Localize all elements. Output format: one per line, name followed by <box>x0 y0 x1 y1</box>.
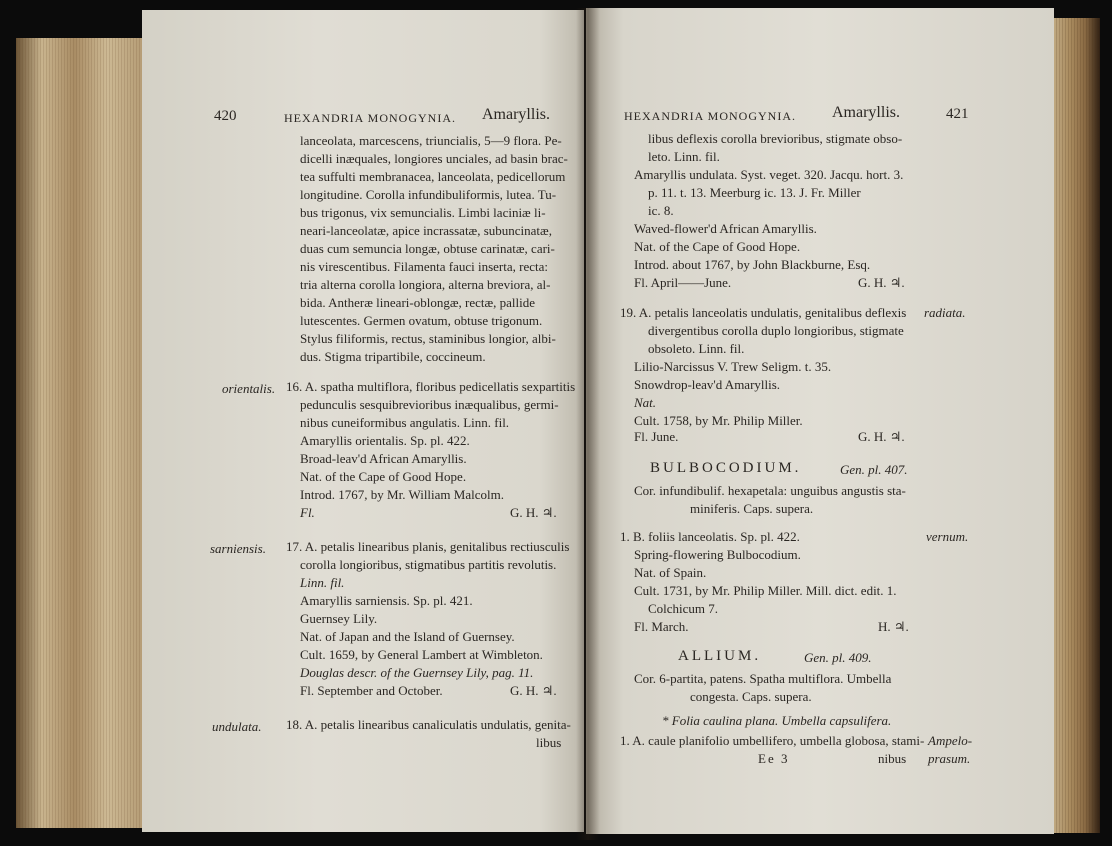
margin-note: undulata. <box>212 719 262 734</box>
text-line: Douglas descr. of the Guernsey Lily, pag. 11. <box>300 665 534 680</box>
text-line: Fl. June. <box>634 429 679 444</box>
entry-line: 18. A. petalis linearibus canaliculatis undulatis, genita- <box>286 717 571 732</box>
habitat-mark: G. H. ♃. <box>510 683 557 698</box>
margin-note: orientalis. <box>222 381 276 396</box>
genus-reference: Gen. pl. 407. <box>840 462 908 477</box>
genus-heading: BULBOCODIUM. <box>650 460 802 476</box>
text-line: nis virescentibus. Filamenta fauci inserta, recta: <box>300 259 548 274</box>
entry-line: 16. A. spatha multiflora, floribus pedicellatis sexpartitis <box>286 379 576 394</box>
text-line: Nat. <box>634 395 657 410</box>
text-line: Nat. of the Cape of Good Hope. <box>634 239 801 254</box>
text-line: Lilio-Narcissus V. Trew Seligm. t. 35. <box>634 359 832 374</box>
text-line: Cor. infundibulif. hexapetala: unguibus angustis sta- <box>634 483 906 498</box>
text-line: tria alterna corolla longiora, alterna breviora, al- <box>300 277 551 292</box>
text-line: Broad-leav'd African Amaryllis. <box>300 451 467 466</box>
margin-note: radiata. <box>924 305 966 320</box>
genus-heading: ALLIUM. <box>678 648 762 664</box>
habitat-mark: G. H. ♃. <box>858 275 905 290</box>
right-page <box>586 8 1054 834</box>
left-page <box>142 10 584 832</box>
margin-note: Ampelo- <box>928 733 973 748</box>
margin-note: sarniensis. <box>210 541 266 556</box>
genus-reference: Gen. pl. 409. <box>804 650 872 665</box>
text-line: Introd. 1767, by Mr. William Malcolm. <box>300 487 504 502</box>
text-line: Nat. of Spain. <box>634 565 707 580</box>
running-genus: Amaryllis. <box>832 104 900 121</box>
page-number: 421 <box>946 106 969 122</box>
text-line: Introd. about 1767, by John Blackburne, Esq. <box>634 257 871 272</box>
text-line: lanceolata, marcescens, triuncialis, 5—9 flora. Pe- <box>300 133 562 148</box>
text-line: nibus cuneiformibus angulatis. Linn. fil. <box>300 415 510 430</box>
text-line: bida. Antheræ lineari-oblongæ, rectæ, pallide <box>300 295 536 310</box>
text-line: Amaryllis orientalis. Sp. pl. 422. <box>300 433 470 448</box>
text-line: longitudine. Corolla infundibuliformis, lutea. Tu- <box>300 187 557 202</box>
text-line: Fl. <box>300 505 315 520</box>
text-line: Colchicum 7. <box>648 601 719 616</box>
text-line: pedunculis sesquibrevioribus inæqualibus, germi- <box>300 397 559 412</box>
text-line: Fl. April——June. <box>634 275 732 290</box>
entry-line: 1. A. caule planifolio umbellifero, umbella globosa, stami- <box>620 733 925 748</box>
habitat-mark: H. ♃. <box>878 619 909 634</box>
margin-note: prasum. <box>928 751 971 766</box>
catchword: nibus <box>878 751 907 766</box>
text-line: Cult. 1758, by Mr. Philip Miller. <box>634 413 803 428</box>
subdivision-line: * Folia caulina plana. Umbella capsulifera. <box>662 713 892 728</box>
text-line: congesta. Caps. supera. <box>690 689 812 704</box>
text-line: obsoleto. Linn. fil. <box>648 341 745 356</box>
running-head: HEXANDRIA MONOGYNIA. <box>284 111 456 125</box>
right-page-edges <box>1050 18 1100 833</box>
entry-line: 17. A. petalis linearibus planis, genitalibus rectiusculis <box>286 539 570 554</box>
text-line: Amaryllis sarniensis. Sp. pl. 421. <box>300 593 473 608</box>
text-line: libus deflexis corolla brevioribus, stigmate obso- <box>648 131 903 146</box>
left-page-edges <box>16 38 146 828</box>
text-line: Waved-flower'd African Amaryllis. <box>634 221 817 236</box>
text-line: Cor. 6-partita, patens. Spatha multiflora. Umbella <box>634 671 892 686</box>
signature-mark: Ee 3 <box>758 751 790 766</box>
entry-line: 1. B. foliis lanceolatis. Sp. pl. 422. <box>620 529 800 544</box>
running-genus: Amaryllis. <box>482 106 550 123</box>
text-line: lutescentes. Germen ovatum, obtuse trigonum. <box>300 313 543 328</box>
text-line: miniferis. Caps. supera. <box>690 501 814 516</box>
text-line: tea suffulti membranacea, lanceolata, pedicellorum <box>300 169 566 184</box>
text-line: Cult. 1731, by Mr. Philip Miller. Mill. dict. edit. 1. <box>634 583 897 598</box>
open-book <box>16 8 1100 840</box>
running-head: HEXANDRIA MONOGYNIA. <box>624 109 796 123</box>
text-line: Amaryllis undulata. Syst. veget. 320. Jacqu. hort. 3. <box>634 167 904 182</box>
text-line: Fl. September and October. <box>300 683 443 698</box>
text-line: Fl. March. <box>634 619 689 634</box>
text-line: Nat. of the Cape of Good Hope. <box>300 469 467 484</box>
text-line: dus. Stigma tripartibile, coccineum. <box>300 349 486 364</box>
catchword: libus <box>536 735 562 750</box>
text-line: corolla longioribus, stigmatibus partitis revolutis. <box>300 557 557 572</box>
entry-line: 19. A. petalis lanceolatis undulatis, genitalibus deflexis <box>620 305 907 320</box>
text-line: duas cum semuncia longæ, obtuse carinatæ, cari- <box>300 241 555 256</box>
book-gutter <box>576 8 600 840</box>
margin-note: vernum. <box>926 529 969 544</box>
page-number: 420 <box>214 108 237 124</box>
text-line: Cult. 1659, by General Lambert at Wimbleton. <box>300 647 543 662</box>
text-line: Guernsey Lily. <box>300 611 378 626</box>
text-line: Snowdrop-leav'd Amaryllis. <box>634 377 781 392</box>
text-line: bus trigonus, vix semuncialis. Limbi laciniæ li- <box>300 205 546 220</box>
text-line: Spring-flowering Bulbocodium. <box>634 547 801 562</box>
text-line: divergentibus corolla duplo longioribus, stigmate <box>648 323 904 338</box>
text-line: neari-lanceolatæ, apice incrassatæ, subuncinatæ, <box>300 223 552 238</box>
text-line: Stylus filiformis, rectus, staminibus longior, albi- <box>300 331 556 346</box>
text-line: dicelli inæquales, longiores unciales, ad basin brac- <box>300 151 568 166</box>
text-line: Linn. fil. <box>300 575 345 590</box>
text-line: leto. Linn. fil. <box>648 149 720 164</box>
habitat-mark: G. H. ♃. <box>510 505 557 520</box>
text-line: p. 11. t. 13. Meerburg ic. 13. J. Fr. Miller <box>648 185 861 200</box>
text-line: ic. 8. <box>648 203 674 218</box>
habitat-mark: G. H. ♃. <box>858 429 905 444</box>
text-line: Nat. of Japan and the Island of Guernsey. <box>300 629 515 644</box>
